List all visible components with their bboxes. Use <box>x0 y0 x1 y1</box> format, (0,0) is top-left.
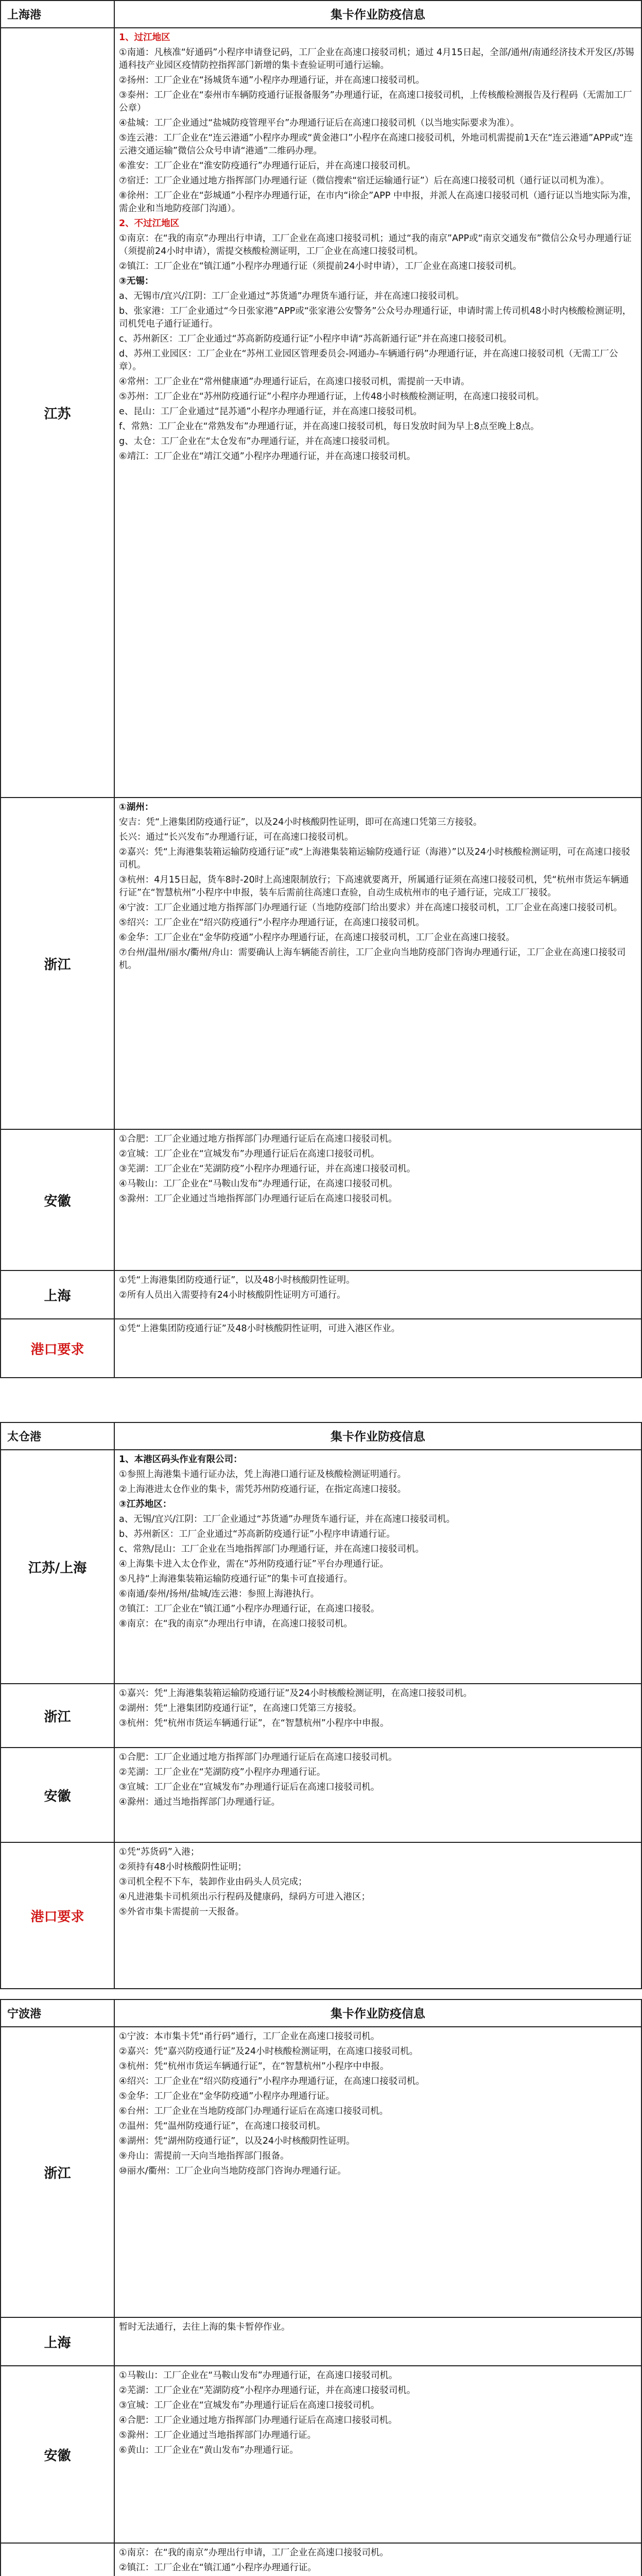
content-line: ⑥台州：工厂企业在当地防疫部门办理通行证后在高速口接驳司机。 <box>119 2106 389 2116</box>
content-line: 暂时无法通行，去往上海的集卡暂停作业。 <box>119 2322 290 2332</box>
content-line: 长兴：通过“长兴发布”办理通行证，可在高速口接驳司机。 <box>119 832 354 842</box>
content-line: ⑦宿迁：工厂企业通过地方指挥部门办理通行证（微信搜索“宿迁运输通行证”）后在高速口接驳司机（通行证以司机为准）。 <box>119 176 610 186</box>
content-line: ③司机全程不下车，装卸作业由码头人员完成； <box>119 1877 307 1887</box>
region-content <box>114 798 641 1129</box>
content-line: 1、本港区码头作业有限公司： <box>119 1454 242 1465</box>
content-line: ⑩丽水/衢州：工厂企业向当地防疫部门咨询办理通行证。 <box>119 2166 346 2176</box>
content-line: ①南京：在“我的南京”办理出行申请，工厂企业在高速口接驳司机；通过“我的南京”APP或“南京交通发布”微信公众号办理通行证（须提前24小时申请），需提交核酸检测证明，工厂企业在高速口接驳司机。 <box>119 233 632 257</box>
content-line: ④盐城：工厂企业通过“盐城防疫管理平台”办理通行证后在高速口接驳司机（以当地实际要求为准）。 <box>119 118 519 128</box>
content-line: ①合肥：工厂企业通过地方指挥部门办理通行证后在高速口接驳司机。 <box>119 1752 397 1762</box>
content-line: ⑨舟山：需提前一天向当地指挥部门报备。 <box>119 2151 289 2161</box>
region-cell: 安徽 <box>1 2366 114 2543</box>
content-line: ⑤绍兴：工厂企业在“绍兴防疫通行”小程序办理通行证，在高速口接驳司机。 <box>119 918 425 928</box>
content-line: ②芜湖：工厂企业在“芜湖防疫”小程序办理通行证。 <box>119 1767 326 1777</box>
content-line: ①马鞍山：工厂企业在“马鞍山发布”办理通行证，在高速口接驳司机。 <box>119 2370 398 2381</box>
content-line: g、太仓：工厂企业在“太仓发布”办理通行证，并在高速口接驳司机。 <box>119 436 395 447</box>
content-line: f、常熟：工厂企业在“常熟发布”办理通行证，并在高速口接驳司机，每日发放时间为早上8点至晚上8点。 <box>119 421 540 432</box>
content-line: ②湖州：凭“上港集团防疫通行证”，在高速口凭第三方接驳。 <box>119 1703 362 1714</box>
region-content <box>114 1270 641 1319</box>
content-line: ③宣城：工厂企业在“宣城发布”办理通行证后在高速口接驳司机。 <box>119 1782 380 1792</box>
region-cell: 江苏/上海 <box>1 1450 114 1684</box>
content-line: ⑥靖江：工厂企业在“靖江交通”小程序办理通行证，并在高速口接驳司机。 <box>119 451 416 462</box>
content-line: ①宁波：本市集卡凭“甬行码”通行，工厂企业在高速口接驳司机。 <box>119 2031 380 2042</box>
content-line: ①湖州： <box>119 802 154 812</box>
region-content <box>114 2543 641 2576</box>
content-line: ⑦镇江：工厂企业在“镇江通”小程序办理通行证，在高速口接驳。 <box>119 1604 380 1614</box>
content-line: ①凭“苏货码”入港； <box>119 1847 200 1857</box>
region-cell: 浙江 <box>1 798 114 1129</box>
content-line: ⑤连云港：工厂企业在“连云港通”小程序办理或“黄金港口”小程序在高速口接驳司机，外地司机需提前1天在“连云港通”APP或“连云港交通运输”微信公众号申请“港通”二维码办理。 <box>119 133 633 156</box>
content-line: c、苏州新区：工厂企业通过“苏高新防疫通行证”小程序申请“苏高新通行证”并在高速口接驳司机。 <box>119 334 512 344</box>
section-title: 集卡作业防疫信息 <box>114 1 641 28</box>
content-line: d、苏州工业园区：工厂企业在“苏州工业园区管理委员会-网通办-车辆通行码”办理通行证，并在高速口接驳司机（无需工厂公章）。 <box>119 349 618 372</box>
content-line: ⑦温州：凭“温州防疫通行证”，在高速口接驳司机。 <box>119 2121 326 2131</box>
content-line: ③无锡： <box>119 276 154 286</box>
content-line: ④马鞍山：工厂企业在“马鞍山发布”办理通行证，在高速口接驳司机。 <box>119 1179 398 1189</box>
region-cell-port-requirement: 港口要求 <box>1 1842 114 1989</box>
section-title: 集卡作业防疫信息 <box>114 1422 641 1450</box>
region-cell: 安徽 <box>1 1129 114 1270</box>
region-content <box>114 1842 641 1989</box>
region-cell: 浙江 <box>1 2027 114 2317</box>
content-line: c、常熟/昆山：工厂企业在当地指挥部门办理通行证，并在高速口接驳司机。 <box>119 1544 425 1554</box>
content-line: ②镇江：工厂企业在“镇江通”小程序办理通行证。 <box>119 2563 317 2573</box>
section-taicang-port <box>0 1422 642 1989</box>
content-line: ②镇江：工厂企业在“镇江通”小程序办理通行证（须提前24小时申请），工厂企业在高速口接驳司机。 <box>119 261 522 272</box>
content-line: ⑤苏州：工厂企业在“苏州防疫通行证”小程序办理通行证，上传48小时核酸检测证明，在高速口接驳司机。 <box>119 392 545 402</box>
region-cell-port-requirement: 港口要求 <box>1 1319 114 1378</box>
content-line: ③芜湖：工厂企业在“芜湖防疫”小程序办理通行证，并在高速口接驳司机。 <box>119 1164 416 1174</box>
region-content <box>114 2317 641 2366</box>
content-line: ③泰州：工厂企业在“泰州市车辆防疫通行证报备服务”办理通行证，在高速口接驳司机，上传核酸检测报告及行程码（无需加工厂公章） <box>119 90 632 113</box>
content-line: ⑧湖州：凭“湖州防疫通行证”，以及24小时核酸阴性证明。 <box>119 2136 355 2146</box>
content-line: ⑦台州/温州/丽水/衢州/舟山：需要确认上海车辆能否前往，工厂企业向当地防疫部门咨询办理通行证，工厂企业在高速口接驳司机。 <box>119 947 626 971</box>
region-content <box>114 1450 641 1684</box>
content-line: ⑧徐州：工厂企业在“彭城通”小程序办理通行证，在市内“i徐企”APP 中申报，并派人在高速口接驳司机（通行证以当地实际为准，需企业和当地防疫部门沟通）。 <box>119 191 637 214</box>
region-content <box>114 1748 641 1842</box>
content-line: ①凭“上海港集团防疫通行证”，以及48小时核酸阴性证明。 <box>119 1275 355 1285</box>
content-line: ③杭州：4月15日起，货车8时-20时上高速限制放行；下高速就要离开，所属通行证须在高速口接驳司机，凭“杭州市货运车辆通行证”在“智慧杭州”小程序中申报，装车后需前往高速口查验，自动生成杭州市的电子通行证，完成工厂接驳。 <box>119 875 629 898</box>
content-line: ④常州：工厂企业在“常州健康通”办理通行证后，在高速口接驳司机，需提前一天申请。 <box>119 377 470 387</box>
content-line: ②所有人员出入需要持有24小时核酸阴性证明方可通行。 <box>119 1290 346 1300</box>
content-line: ②上海港进太仓作业的集卡，需凭苏州防疫通行证，在指定高速口接驳。 <box>119 1484 407 1495</box>
content-line: ⑤滁州：工厂企业通过当地指挥部门办理通行证后在高速口接驳司机。 <box>119 1194 397 1204</box>
region-cell: 安徽 <box>1 1748 114 1842</box>
section-title: 集卡作业防疫信息 <box>114 1999 641 2027</box>
content-line: ②须持有48小时核酸阴性证明； <box>119 1862 247 1872</box>
content-line: ④宁波：工厂企业通过地方指挥部门办理通行证（当地防疫部门给出要求）并在高速口接驳司机，工厂企业在高速口接驳司机。 <box>119 903 623 913</box>
region-cell: 上海 <box>1 1270 114 1319</box>
content-line: ②宣城：工厂企业在“宣城发布”办理通行证后在高速口接驳司机。 <box>119 1149 380 1159</box>
port-name: 宁波港 <box>1 1999 114 2027</box>
content-line: ⑥南通/泰州/扬州/盐城/连云港：参照上海港执行。 <box>119 1589 320 1599</box>
port-name: 太仓港 <box>1 1422 114 1450</box>
content-line: ②扬州：工厂企业在“扬城货车通”小程序办理通行证，并在高速口接驳司机。 <box>119 75 425 86</box>
content-line: ④滁州：通过当地指挥部门办理通行证。 <box>119 1797 281 1807</box>
content-line: a、无锡/宜兴/江阴：工厂企业通过“苏货通”办理货车通行证，并在高速口接驳司机。 <box>119 1514 456 1524</box>
content-line: ⑥淮安：工厂企业在“淮安防疫通行”办理通行证后，并在高速口接驳司机。 <box>119 161 416 171</box>
content-line: ⑧南京：在“我的南京”办理出行申请，在高速口接驳司机。 <box>119 1619 353 1629</box>
content-line: ④合肥：工厂企业通过地方指挥部门办理通行证后在高速口接驳司机。 <box>119 2415 397 2426</box>
region-cell: 上海 <box>1 2317 114 2366</box>
region-content <box>114 2366 641 2543</box>
content-line: ③江苏地区： <box>119 1499 172 1510</box>
content-line: ②嘉兴：凭“嘉兴防疫通行证”及24小时核酸检测证明，在高速口接驳司机。 <box>119 2046 419 2057</box>
content-line: ⑥黄山：工厂企业在“黄山发布”办理通行证。 <box>119 2445 299 2455</box>
content-line: b、张家港：工厂企业通过“今日张家港”APP或“张家港公安警务”公众号办理通行证，申请时需上传司机48小时内核酸检测证明，司机凭电子通行证通行。 <box>119 306 632 329</box>
content-line: ⑤金华：工厂企业在“金华防疫通”小程序办理通行证。 <box>119 2091 335 2102</box>
content-line: b、苏州新区：工厂企业通过“苏高新防疫通行证”小程序申请通行证。 <box>119 1529 395 1539</box>
region-content <box>114 1319 641 1378</box>
content-line: 2、不过江地区 <box>119 218 180 229</box>
content-line: ⑤滁州：工厂企业通过当地指挥部门办理通行证。 <box>119 2430 317 2441</box>
section-ningbo-port <box>0 1999 642 2576</box>
content-line: ④上海集卡进入太仓作业，需在“苏州防疫通行证”平台办理通行证。 <box>119 1559 389 1569</box>
content-line: 1、过江地区 <box>119 32 170 43</box>
content-line: ①参照上海港集卡通行证办法，凭上海港口通行证及核酸检测证明通行。 <box>119 1469 407 1480</box>
region-cell: 浙江 <box>1 1684 114 1748</box>
content-line: ③宣城：工厂企业在“宣城发布”办理通行证后在高速口接驳司机。 <box>119 2400 380 2411</box>
content-line: ⑥金华：工厂企业在“金华防疫通”小程序办理通行证，在高速口接驳司机，工厂企业在高速口接驳。 <box>119 933 515 943</box>
region-content <box>114 28 641 798</box>
region-content <box>114 2027 641 2317</box>
content-line: ⑤凡持“上海港集装箱运输防疫通行证”的集卡可直接通行。 <box>119 1574 353 1584</box>
content-line: a、无锡市/宜兴/江阴：工厂企业通过“苏货通”办理货车通行证，并在高速口接驳司机。 <box>119 291 464 301</box>
region-cell: 江苏 <box>1 28 114 798</box>
content-line: ②芜湖：工厂企业在“芜湖防疫”小程序办理通行证，并在高速口接驳司机。 <box>119 2385 416 2396</box>
region-content <box>114 1684 641 1748</box>
content-line: ①南京：在“我的南京”办理出行申请，工厂企业在高速口接驳司机。 <box>119 2548 389 2558</box>
content-line: ⑤外省市集卡需提前一天报备。 <box>119 1907 245 1917</box>
content-line: e、昆山：工厂企业通过“昆苏通”小程序办理通行证，并在高速口接驳司机。 <box>119 406 422 417</box>
content-line: 安吉：凭“上港集团防疫通行证”，以及24小时核酸阴性证明，即可在高速口凭第三方接驳。 <box>119 817 482 827</box>
content-line: ①凭“上港集团防疫通行证”及48小时核酸阴性证明，可进入港区作业。 <box>119 1324 401 1334</box>
content-line: ①嘉兴：凭“上海港集装箱运输防疫通行证”及24小时核酸检测证明，在高速口接驳司机。 <box>119 1688 473 1699</box>
content-line: ②嘉兴：凭“上海港集装箱运输防疫通行证”或“上海港集装箱运输防疫通行证（海港）”以及24小时核酸检测证明，可在高速口接驳司机。 <box>119 847 630 870</box>
content-line: ③杭州：凭“杭州市货运车辆通行证”，在“智慧杭州”小程序中申报。 <box>119 1718 389 1728</box>
region-content <box>114 1129 641 1270</box>
port-name: 上海港 <box>1 1 114 28</box>
content-line: ③杭州：凭“杭州市货运车辆通行证”，在“智慧杭州”小程序中申报。 <box>119 2061 389 2072</box>
content-line: ①合肥：工厂企业通过地方指挥部门办理通行证后在高速口接驳司机。 <box>119 1134 397 1144</box>
region-cell <box>1 2543 114 2576</box>
content-line: ①南通：凡核准“好通码”小程序申请登记码，工厂企业在高速口接驳司机；通过 4月15日起，全部/通州/南通经济技术开发区/苏锡通科技产业园区疫情防控指挥部门新增的集卡查验证明可通行运输。 <box>119 47 634 71</box>
content-line: ④凡进港集卡司机须出示行程码及健康码，绿码方可进入港区； <box>119 1892 371 1902</box>
content-line: ④绍兴：工厂企业在“绍兴防疫通行”小程序办理通行证，在高速口接驳司机。 <box>119 2076 425 2087</box>
